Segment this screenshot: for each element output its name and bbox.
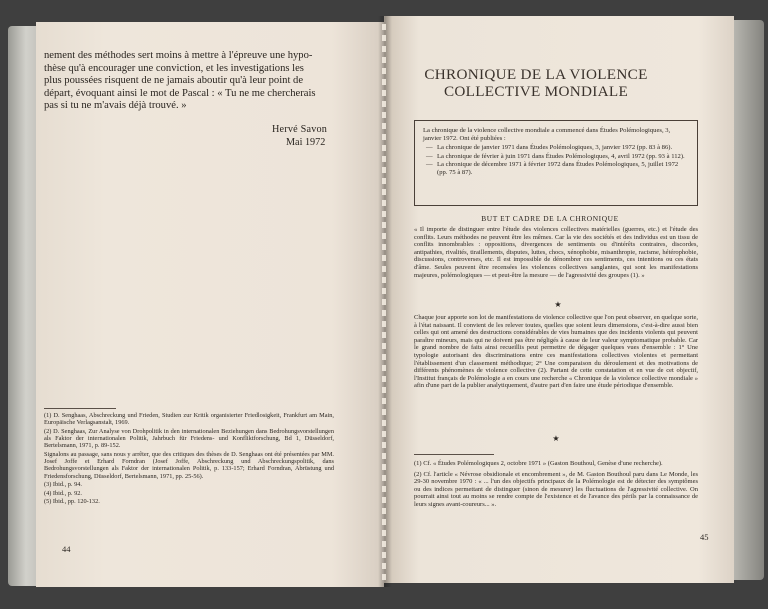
signature-name: Hervé Savon — [272, 124, 328, 135]
footnote: (1) Cf. « Études Polémologiques 2, octobre 1971 » (Gaston Bouthoul, Genèse d'une recherche). — [414, 460, 663, 467]
signature-date: Mai 1972 — [286, 137, 326, 148]
star-separator: ★ — [552, 434, 560, 443]
binding-stitch — [382, 24, 386, 580]
section-heading: BUT ET CADRE DE LA CHRONIQUE — [481, 214, 619, 223]
summary-intro: La chronique de la violence collective mondiale a commencé dans Études Polémologiques, 3, janvier 1972. Ont été publiées : — [423, 127, 671, 142]
title-line-1: CHRONIQUE DE LA VIOLENCE — [424, 66, 648, 83]
summary-item: — La chronique de décembre 1971 à février 1972 dans Études Polémologiques, 5, juillet 1972 (pp. 75 à 87). — [437, 161, 689, 176]
footnote: (4) Ibid., p. 92. — [44, 489, 82, 497]
footnote: (2) Cf. l'article « Névrose obsidionale et encombrement », de M. Gaston Bouthoul paru dans Le Monde, les 29-30 novembre 1970 : « ... l'un des objectifs principaux de la Polémologie est de détecter des symptômes ou des indices permettant de distinguer (sinon de mesurer) les fluctuations de l'agressivité collective. On pourrait ainsi tout au moins se rendre compte de l'existence et de l'avance des périls par la connaissance de leurs signes avant-coureurs... ». — [414, 470, 698, 508]
footnote-rule-left — [44, 408, 116, 409]
body-line: départ, évoquant ainsi le mot de Pascal : « Tu ne me chercherais — [44, 87, 316, 99]
summary-list — [423, 144, 689, 176]
summary-item: — La chronique de janvier 1971 dans Études Polémologiques, 3, janvier 1972 (pp. 83 à 86). — [437, 144, 689, 152]
body-line: nement des méthodes sert moins à mettre à l'épreuve une hypo- — [44, 50, 313, 61]
footnote-rule-right — [414, 454, 494, 455]
footnote: (5) Ibid., pp. 120-132. — [44, 498, 100, 506]
opening-quote: « Il importe de distinguer entre l'étude des violences collectives matérielles (guerres, etc.) et l'étude des conflits. Leurs méthodes ne peuvent être les mêmes. Car la vie des sociétés et des individus est un tissu de conflits innombrables : oppositions, divergences de sentiments ou d'intérêts contraires, discordes, antipathies, rivalités, tiraillements, disputes, luttes, chocs, xénophobie, misanthropie, racisme, hétérophobie, discussions, controverses, etc. Il est impossible de dénombrer ces sentiments, ces intentions ou ces états d'âme. Seules peuvent être recensées les violences collectives sanglantes, qui sont les manifestations majeures, polémologiques — et peut-être la mesure — de l'agressivité des groupes (1). » — [414, 226, 698, 279]
footnote: (3) Ibid., p. 94. — [44, 481, 82, 489]
summary-box — [414, 120, 698, 206]
left-page-body — [44, 50, 334, 113]
footnote: Signalons au passage, sans nous y arrêter, que des critiques des thèses de D. Senghaas ont été présentées par MM. Josef Joffe et Erhard Forndran (Josef Joffe, Abschreckung und Abschreckungspolitik, dans Bedrohungsvorstellungen als Faktor der internationalen Politik, p. 133-157; Erhard Forndran, Abrüstung und Friedensforschung, Düsseldorf, Bertelsmann, 1971, pp. 25-56). — [44, 450, 334, 480]
right-footnotes — [414, 460, 698, 512]
body-line: plus poussées risquent de ne jamais aboutir qu'à leur point de — [44, 75, 304, 87]
chapter-title — [412, 66, 660, 100]
body-line: pas si tu ne m'avais déjà trouvé. » — [44, 100, 187, 112]
summary-item: — La chronique de février à juin 1971 dans Études Polémologiques, 4, avril 1972 (pp. 93 à 112). — [437, 153, 689, 161]
title-line-2: COLLECTIVE MONDIALE — [443, 83, 629, 100]
star-separator: ★ — [554, 300, 562, 309]
footnote: (1) D. Senghaas, Abschreckung und Frieden, Studien zur Kritik organisierter Friedlosigkeit, Frankfurt am Main, Europäische Verlagsanstalt, 1969. — [44, 412, 334, 427]
page-number-right: 45 — [700, 532, 709, 542]
page-number-left: 44 — [62, 544, 71, 554]
footnote: (2) D. Senghaas, Zur Analyse von Drohpolitik in den internationalen Beziehungen dans Bedrohungsvorstellungen als Faktor der internationalen Politik, Jahrbuch für Friedens- und Konfliktforschung, Bd 1, Düsseldorf, Bertelsmann, 1971, p. 89-152. — [44, 427, 334, 450]
body-paragraph: Chaque jour apporte son lot de manifestations de violence collective que l'on peut observer, en quelque sorte, à l'état naissant. Il convient de les relever toutes, quelles que soient leurs dimensions, c'est-à-dire aussi bien celles qui ont amené des destructions considérables de vies humaines que des incidents violents qui peuvent paraître mineurs, mais qui ne doivent pas être négligés à cause de leur valeur symptomatique probable. Car le grand nombre de faits ainsi recueillis peut permettre de dégager quelques vues d'ensemble : 1° Une typologie autorisant des discriminations entre ces manifestations collectives violentes et permettant l'établissement d'un classement méthodique; 2° Une comparaison du déroulement et des motivations de différents phénomènes de violence collective (2). Partant de cette constatation et en vue de cet objectif, l'Institut français de Polémologie a en cours une recherche « Chronique de la violence collective mondiale » afin d'une part de la publier analytiquement, d'autre part d'en faire une étude périodique d'ensemble. — [414, 314, 698, 390]
body-line: thèse qu'à encourager une conviction, et les investigations les — [44, 62, 304, 74]
left-footnotes — [44, 412, 334, 507]
